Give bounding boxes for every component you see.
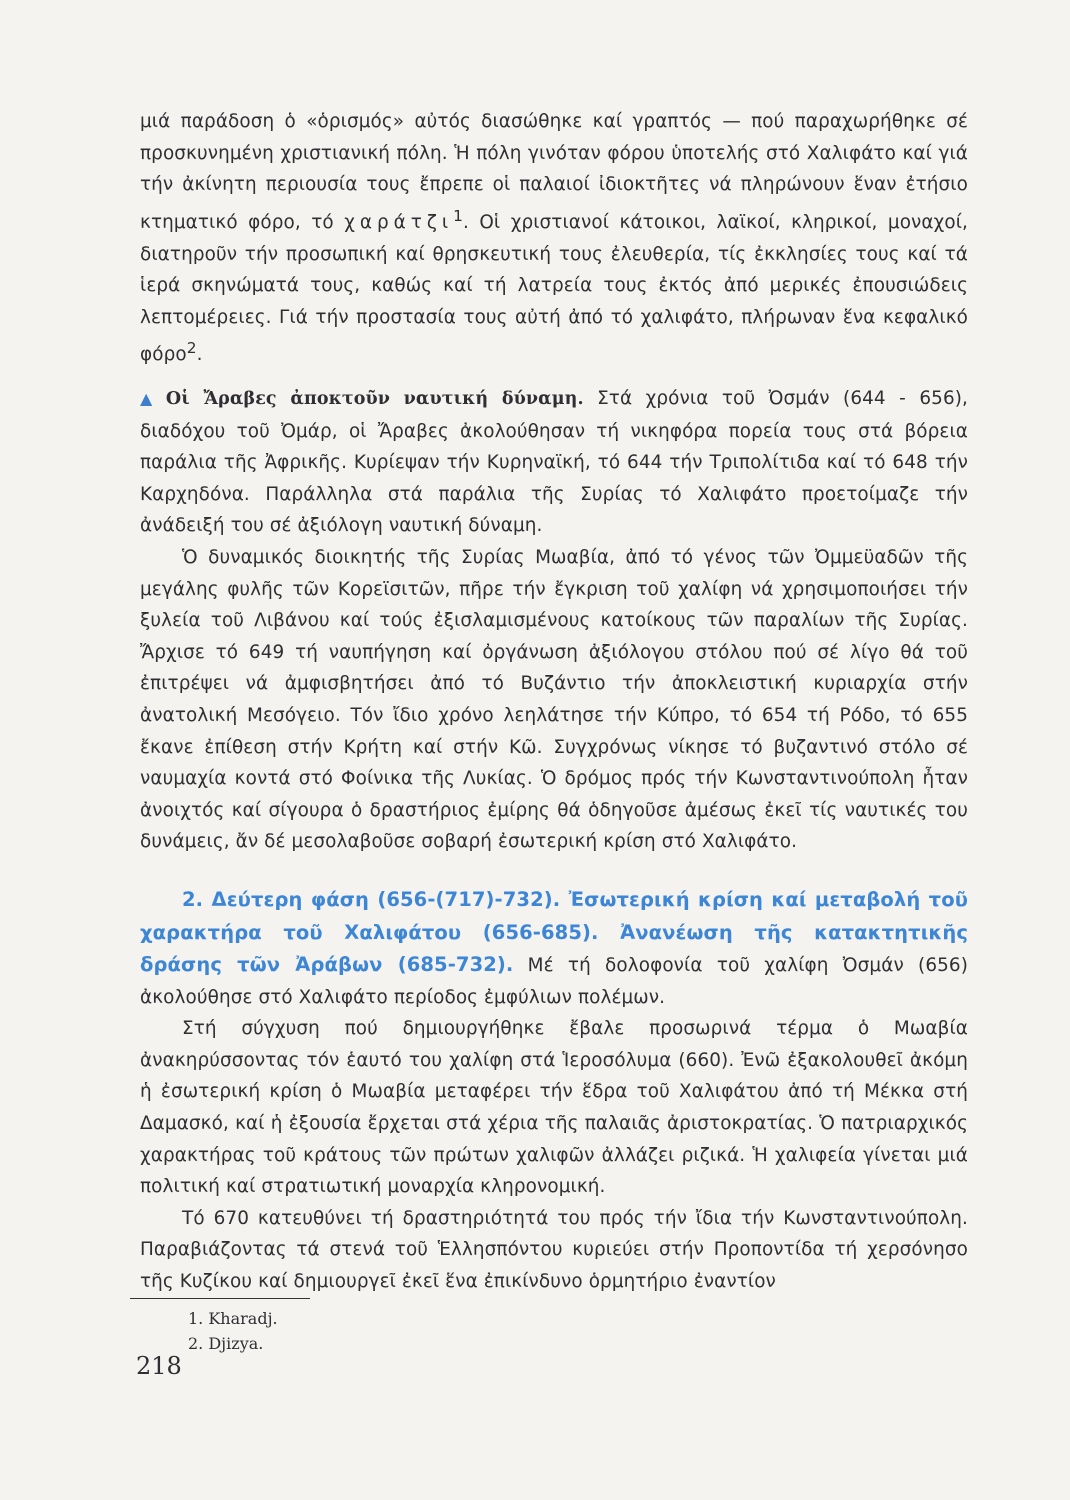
paragraph-6: Τό 670 κατευθύνει τή δραστηριότητά του πρός τήν ἴδια τήν Κωνσταντινούπολη. Παραβιάζοντας τά στενά τοῦ Ἑλλησπόντου κυριεύει στήν Προποντίδα τή χερσόνησο τῆς Κυζίκου καί δημιουργεῖ ἐκεῖ ἕνα ἐπικίνδυνο ὁρμητήριο ἐναντίον [140,1207,968,1293]
body-text [140,106,968,1298]
term-kharadj: χαράτζι [344,211,454,233]
triangle-marker-icon: ▲ [140,389,160,408]
paragraph-5: Στή σύγχυση πού δημιουργήθηκε ἔβαλε προσωρινά τέρμα ὁ Μωαβία ἀνακηρύσσοντας τόν ἑαυτό του χαλίφη στά Ἱεροσόλυμα (660). Ἐνῶ ἐξακολουθεῖ ἀκόμη ἡ ἐσωτερική κρίση ὁ Μωαβία μεταφέρει τήν ἕδρα τοῦ Χαλιφάτου ἀπό τή Μέκκα στή Δαμασκό, καί ἡ ἐξουσία ἔρχεται στά χέρια τῆς παλαιᾶς ἀριστοκρατίας. Ὁ πατριαρχικός χαρακτήρας τοῦ κράτους τῶν πρώτων χαλιφῶν ἀλλάζει ριζικά. Ἡ χαλιφεία γίνεται μιά πολιτική καί στρατιωτική μοναρχία κληρονομική. [140,1018,968,1198]
footnote-ref-1: 1 [453,206,463,225]
footnote-1: 1. Kharadj. [188,1309,278,1328]
chapter-heading: 2. Δεύτερη φάση (656-(717)-732). Ἐσωτερική κρίση καί μεταβολή τοῦ χαρακτήρα τοῦ Χαλιφάτου (656-685). Ἀνανέωση τῆς κατακτητικῆς δράσης τῶν Ἀράβων (685-732). [140,887,968,977]
footnotes [188,1306,278,1356]
paragraph-2: ▲ Οἱ Ἄραβες ἀποκτοῦν ναυτική δύναμη. Στά χρόνια τοῦ Ὀσμάν (644 - 656), διαδόχου τοῦ Ὀμάρ, οἱ Ἄραβες ἀκολούθησαν τή νικηφόρα πορεία τους στά βόρεια παράλια τῆς Ἀφρικῆς. Κυρίεψαν τήν Κυρηναϊκή, τό 644 τήν Τριπολίτιδα καί τό 648 τήν Καρχηδόνα. Παράλληλα στά παράλια τῆς Συρίας τό Χαλιφάτο προετοίμαζε τήν ἀνάδειξή του σέ ἀξιόλογη ναυτική δύναμη. [140,388,968,537]
paragraph-4: 2. Δεύτερη φάση (656-(717)-732). Ἐσωτερική κρίση καί μεταβολή τοῦ χαρακτήρα τοῦ Χαλιφάτου (656-685). Ἀνανέωση τῆς κατακτητικῆς δράσης τῶν Ἀράβων (685-732). Μέ τή δολοφονία τοῦ χαλίφη Ὀσμάν (656) ἀκολούθησε στό Χαλιφάτο περίοδος ἐμφύλιων πολέμων. [140,887,968,1008]
footnote-ref-2: 2 [186,339,197,358]
paragraph-3: Ὁ δυναμικός διοικητής τῆς Συρίας Μωαβία, ἀπό τό γένος τῶν Ὀμμεϋαδῶν τῆς μεγάλης φυλῆς τῶν Κορεϊσιτῶν, πῆρε τήν ἔγκριση τοῦ χαλίφη νά χρησιμοποιήσει τήν ξυλεία τοῦ Λιβάνου καί τούς ἐξισλαμισμένους κατοίκους τῶν παραλίων τῆς Συρίας. Ἄρχισε τό 649 τή ναυπήγηση καί ὀργάνωση ἀξιόλογου στόλου πού σέ λίγο θά τοῦ ἐπιτρέψει νά ἀμφισβητήσει ἀπό τό Βυζάντιο τήν ἀποκλειστική κυριαρχία στήν ἀνατολική Μεσόγειο. Τόν ἴδιο χρόνο λεηλάτησε τήν Κύπρο, τό 654 τή Ρόδο, τό 655 ἔκανε ἐπίθεση στήν Κρήτη καί στήν Κῶ. Συγχρόνως νίκησε τό βυζαντινό στόλο σέ ναυμαχία κοντά στό Φοίνικα τῆς Λυκίας. Ὁ δρόμος πρός τήν Κωνσταντινούπολη ἦταν ἀνοιχτός καί σίγουρα ὁ δραστήριος ἐμίρης θά ὁδηγοῦσε ἀμέσως ἐκεῖ τίς ναυτικές του δυνάμεις, ἄν δέ μεσολαβοῦσε σοβαρή ἐσωτερική κρίση στό Χαλιφάτο. [140,546,968,853]
section-heading: Οἱ Ἄραβες ἀποκτοῦν ναυτική δύναμη. [165,389,584,409]
footnote-divider [130,1298,310,1299]
page-number: 218 [136,1352,182,1380]
footnote-2: 2. Djizya. [188,1334,264,1353]
paragraph-1: μιά παράδοση ὁ «ὁρισμός» αὐτός διασώθηκε καί γραπτός — πού παραχωρήθηκε σέ προσκυνημένη χριστιανική πόλη. Ἡ πόλη γινόταν φόρου ὑποτελής στό Χαλιφάτο καί γιά τήν ἀκίνητη περιουσία τους ἔπρεπε οἱ παλαιοί ἰδιοκτῆτες νά πληρώνουν ἕναν ἐτήσιο κτηματικό φόρο, τό χαράτζι$^1$. Οἱ χριστιανοί κάτοικοι, λαϊκοί, κληρικοί, μοναχοί, διατηροῦν τήν προσωπική καί θρησκευτική τους ἐλευθερία, τίς ἐκκλησίες τους καί τά ἱερά σκηνώματά τους, καθώς καί τή λατρεία τους ἐκτός ἀπό μερικές ἐπουσιώδεις λεπτομέρειες. Γιά τήν προστασία τους αὐτή ἀπό τό χαλιφάτο, πλήρωναν ἕνα κεφαλικό φόρο$^2$. [140,111,968,366]
